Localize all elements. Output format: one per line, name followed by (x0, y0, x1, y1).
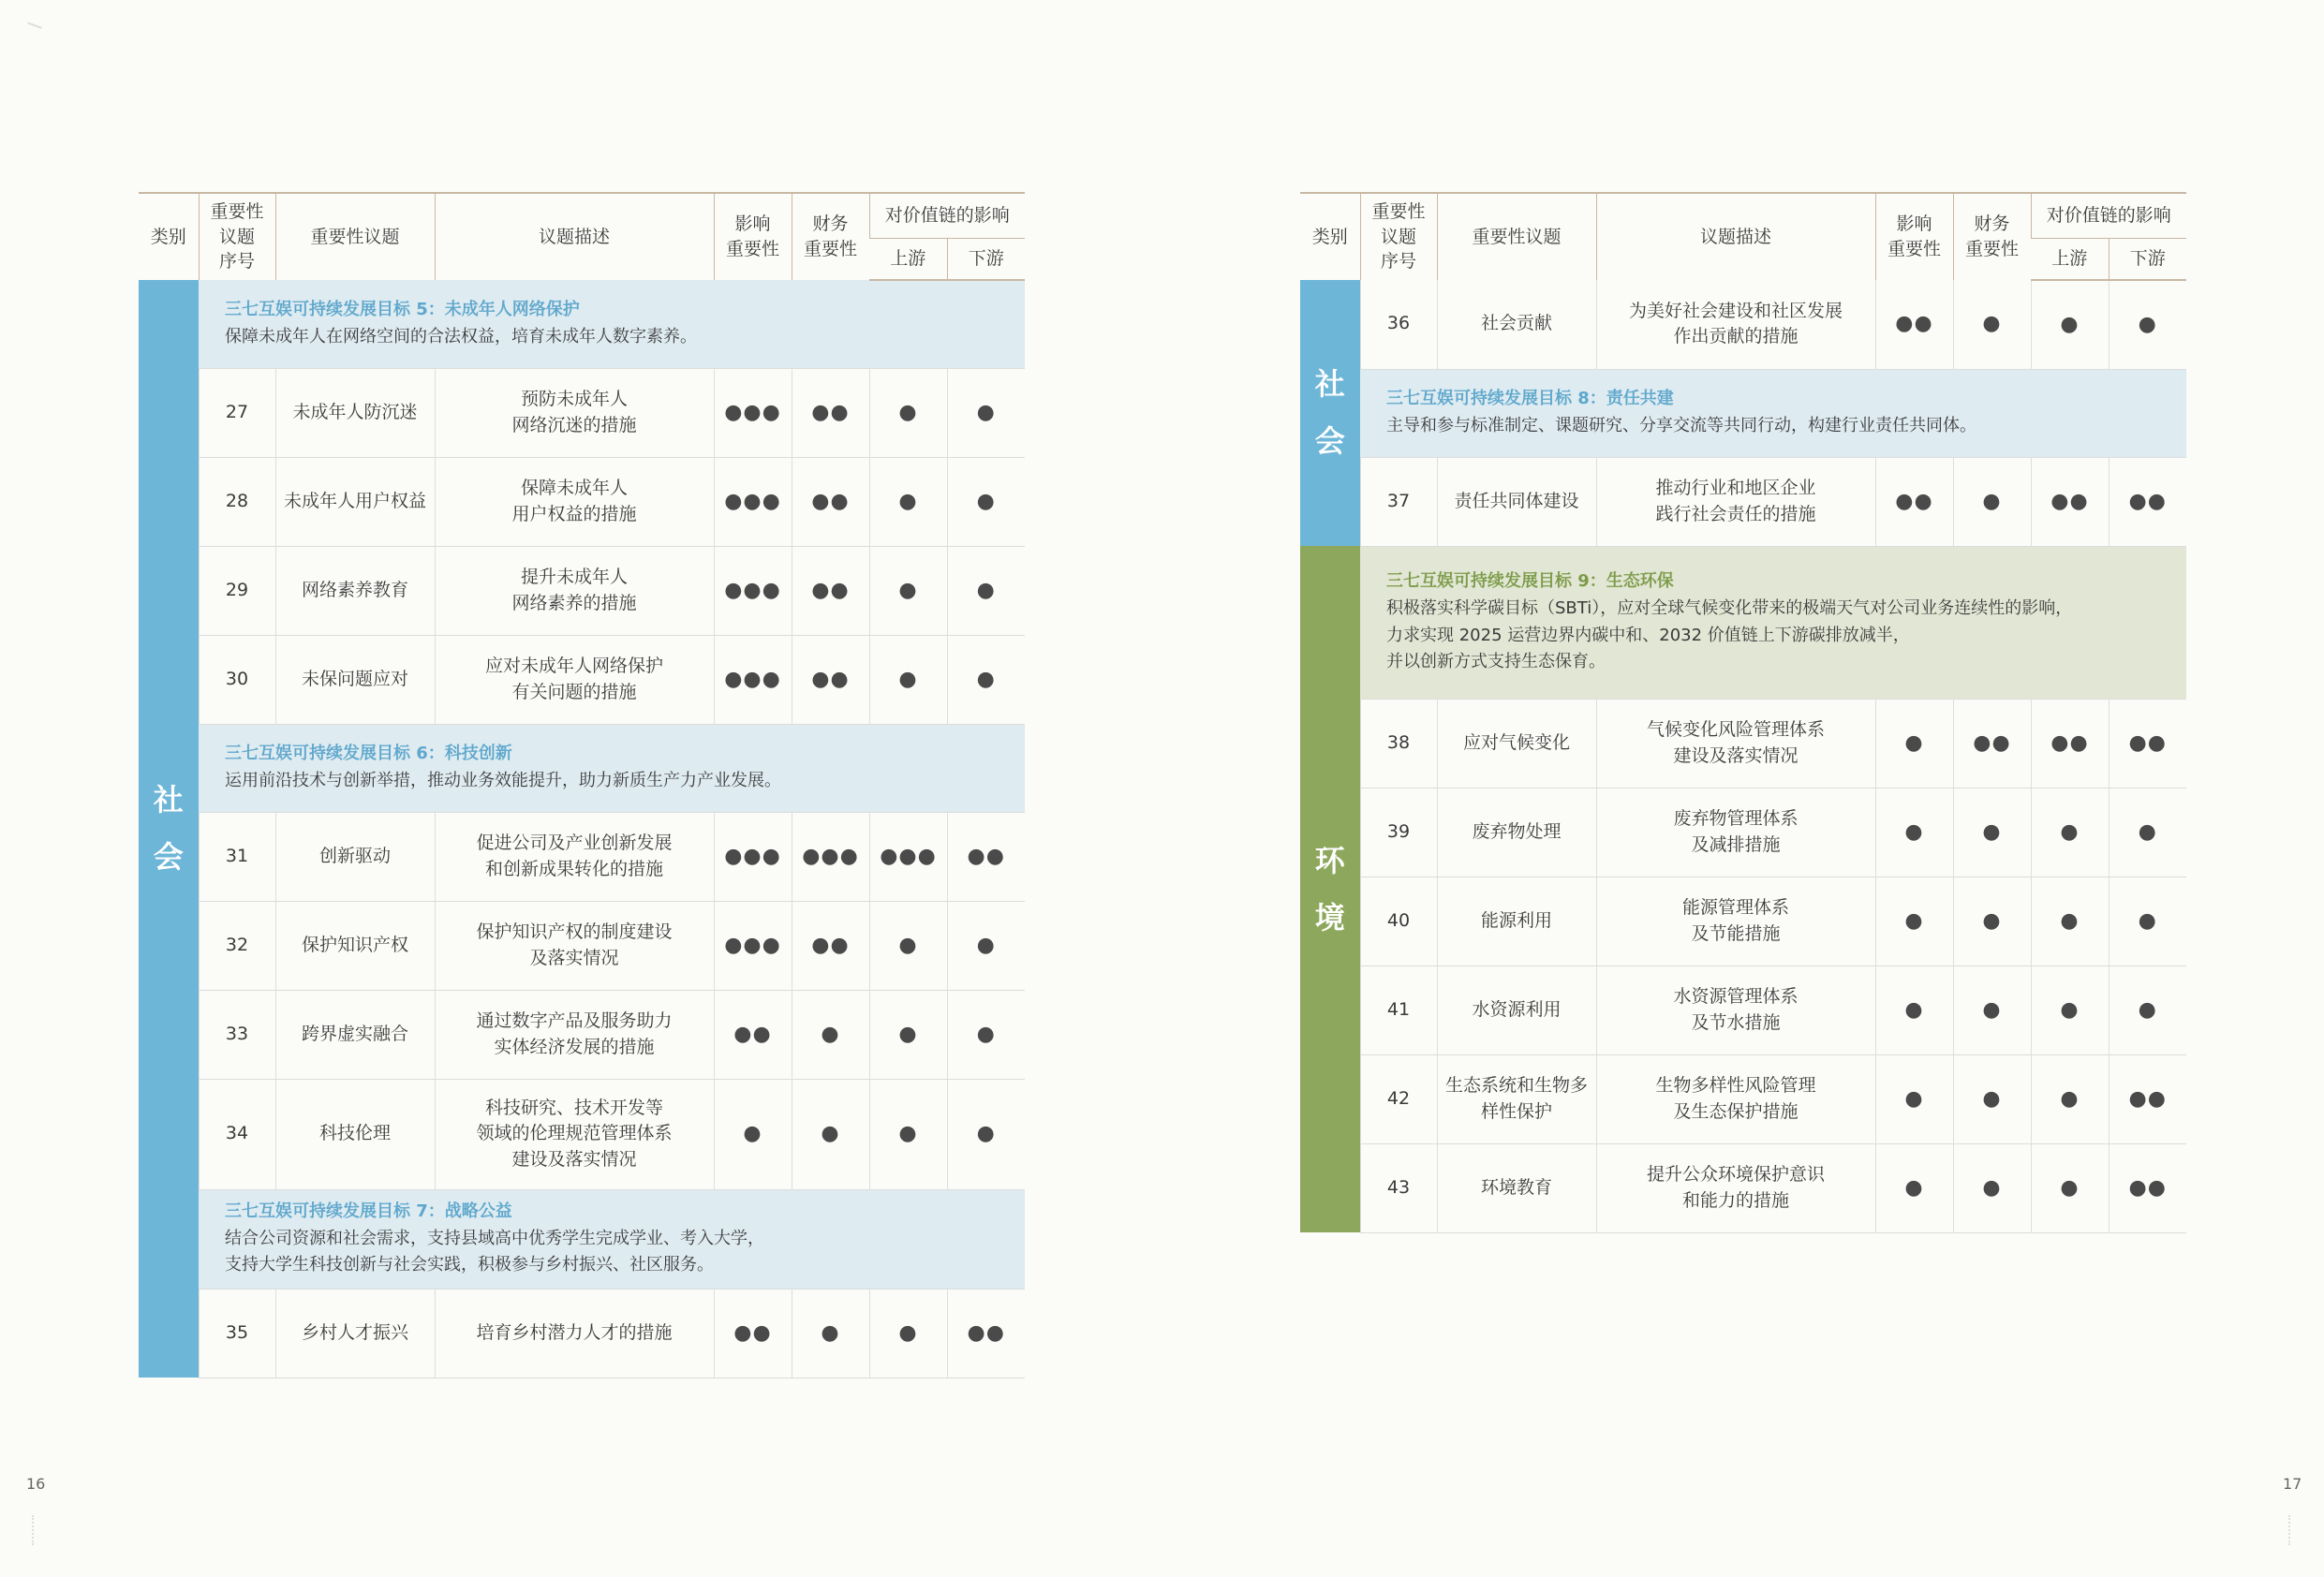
footer-mark-right (2288, 1515, 2296, 1545)
topic: 网络素养教育 (275, 546, 435, 635)
topic: 废弃物处理 (1437, 788, 1596, 877)
header-topic: 重要性议题 (1437, 193, 1596, 280)
topic: 未成年人用户权益 (275, 457, 435, 546)
table-row: 43 环境教育 提升公众环境保护意识 和能力的措施 ● ● ● ●● (1300, 1143, 2186, 1232)
goal-8-banner (1360, 369, 2186, 457)
header-downstream: 下游 (947, 238, 1025, 280)
header-category: 类别 (139, 193, 199, 280)
topic: 保护知识产权 (275, 901, 435, 990)
table-row: 37 责任共同体建设 推动行业和地区企业 践行社会责任的措施 ●● ● ●● ●● (1300, 457, 2186, 546)
table-row: 27 未成年人防沉迷 预防未成年人 网络沉迷的措施 ●●● ●● ● ● (139, 368, 1025, 457)
left-page (139, 192, 1025, 1378)
goal-desc: 并以创新方式支持生态保育。 (1386, 652, 1606, 672)
desc: 能源管理体系 及节能措施 (1596, 877, 1875, 965)
header-finance: 财务 重要性 (792, 193, 869, 280)
header-downstream: 下游 (2109, 238, 2186, 280)
topic: 应对气候变化 (1437, 699, 1596, 788)
table-row: 32 保护知识产权 保护知识产权的制度建设 及落实情况 ●●● ●● ● ● (139, 901, 1025, 990)
header-value-chain: 对价值链的影响 (2031, 193, 2186, 238)
header-value-chain: 对价值链的影响 (869, 193, 1025, 238)
header-desc: 议题描述 (1596, 193, 1875, 280)
materiality-table-left (139, 192, 1025, 1378)
topic: 跨界虚实融合 (275, 990, 435, 1079)
desc: 促进公司及产业创新发展 和创新成果转化的措施 (435, 812, 714, 901)
goal-title: 三七互娱可持续发展目标 5：未成年人网络保护 (225, 300, 580, 320)
desc: 推动行业和地区企业 践行社会责任的措施 (1596, 457, 1875, 546)
goal-7-banner (199, 1189, 1025, 1289)
desc: 保障未成年人 用户权益的措施 (435, 457, 714, 546)
table-row: 34 科技伦理 科技研究、技术开发等 领域的伦理规范管理体系 建设及落实情况 ● ● ● ● (139, 1079, 1025, 1189)
topic: 能源利用 (1437, 877, 1596, 965)
header-seq: 重要性 议题 序号 (1360, 193, 1437, 280)
page-number-right: 17 (2283, 1475, 2302, 1493)
header-topic: 重要性议题 (275, 193, 435, 280)
desc: 水资源管理体系 及节水措施 (1596, 965, 1875, 1054)
header-desc: 议题描述 (435, 193, 714, 280)
desc: 生物多样性风险管理 及生态保护措施 (1596, 1054, 1875, 1143)
table-row: 33 跨界虚实融合 通过数字产品及服务助力 实体经济发展的措施 ●● ● ● ● (139, 990, 1025, 1079)
header-impact: 影响 重要性 (1875, 193, 1953, 280)
desc: 预防未成年人 网络沉迷的措施 (435, 368, 714, 457)
goal-desc: 主导和参与标准制定、课题研究、分享交流等共同行动，构建行业责任共同体。 (1386, 416, 1976, 435)
topic: 水资源利用 (1437, 965, 1596, 1054)
goal-5-banner (199, 280, 1025, 368)
desc: 提升未成年人 网络素养的措施 (435, 546, 714, 635)
desc: 保护知识产权的制度建设 及落实情况 (435, 901, 714, 990)
category-social: 社 会 (1300, 280, 1360, 546)
topic: 乡村人才振兴 (275, 1289, 435, 1378)
table-row: 29 网络素养教育 提升未成年人 网络素养的措施 ●●● ●● ● ● (139, 546, 1025, 635)
goal-desc: 运用前沿技术与创新举措，推动业务效能提升，助力新质生产力产业发展。 (225, 771, 781, 790)
goal-desc: 保障未成年人在网络空间的合法权益，培育未成年人数字素养。 (225, 327, 697, 347)
desc: 通过数字产品及服务助力 实体经济发展的措施 (435, 990, 714, 1079)
topic: 社会贡献 (1437, 280, 1596, 369)
table-row: 社 会 36 社会贡献 为美好社会建设和社区发展 作出贡献的措施 ●● ● ● ● (1300, 280, 2186, 369)
goal-title: 三七互娱可持续发展目标 6：科技创新 (225, 744, 512, 764)
goal-title: 三七互娱可持续发展目标 7：战略公益 (225, 1201, 512, 1221)
materiality-table-right (1300, 192, 2186, 1233)
table-row: 41 水资源利用 水资源管理体系 及节水措施 ● ● ● ● (1300, 965, 2186, 1054)
table-row: 31 创新驱动 促进公司及产业创新发展 和创新成果转化的措施 ●●● ●●● ●●● ●● (139, 812, 1025, 901)
desc: 科技研究、技术开发等 领域的伦理规范管理体系 建设及落实情况 (435, 1079, 714, 1189)
category-environment: 环 境 (1300, 546, 1360, 1232)
goal-desc: 力求实现 2025 运营边界内碳中和、2032 价值链上下游碳排放减半， (1386, 625, 1910, 645)
topic: 创新驱动 (275, 812, 435, 901)
goal-desc: 支持大学生科技创新与社会实践，积极参与乡村振兴、社区服务。 (225, 1255, 714, 1275)
goal-desc: 积极落实科学碳目标（SBTi），应对全球气候变化带来的极端天气对公司业务连续性的影响， (1386, 597, 2073, 618)
topic: 环境教育 (1437, 1143, 1596, 1232)
table-row: 28 未成年人用户权益 保障未成年人 用户权益的措施 ●●● ●● ● ● (139, 457, 1025, 546)
goal-title: 三七互娱可持续发展目标 8：责任共建 (1386, 389, 1674, 409)
desc: 应对未成年人网络保护 有关问题的措施 (435, 635, 714, 724)
header-impact: 影响 重要性 (714, 193, 792, 280)
topic: 责任共同体建设 (1437, 457, 1596, 546)
page-number-left: 16 (26, 1475, 46, 1493)
table-row: 38 应对气候变化 气候变化风险管理体系 建设及落实情况 ● ●● ●● ●● (1300, 699, 2186, 788)
topic: 未成年人防沉迷 (275, 368, 435, 457)
table-row: 30 未保问题应对 应对未成年人网络保护 有关问题的措施 ●●● ●● ● ● (139, 635, 1025, 724)
goal-title: 三七互娱可持续发展目标 9：生态环保 (1386, 570, 1674, 591)
right-page (1300, 192, 2186, 1233)
topic: 生态系统和生物多 样性保护 (1437, 1054, 1596, 1143)
desc: 培育乡村潜力人才的措施 (435, 1289, 714, 1378)
header-seq: 重要性 议题 序号 (199, 193, 275, 280)
table-row: 39 废弃物处理 废弃物管理体系 及减排措施 ● ● ● ● (1300, 788, 2186, 877)
header-upstream: 上游 (2031, 238, 2109, 280)
table-row: 35 乡村人才振兴 培育乡村潜力人才的措施 ●● ● ● ●● (139, 1289, 1025, 1378)
goal-desc: 结合公司资源和社会需求，支持县域高中优秀学生完成学业、考入大学， (225, 1228, 764, 1248)
desc: 为美好社会建设和社区发展 作出贡献的措施 (1596, 280, 1875, 369)
desc: 气候变化风险管理体系 建设及落实情况 (1596, 699, 1875, 788)
header-category: 类别 (1300, 193, 1360, 280)
header-finance: 财务 重要性 (1953, 193, 2031, 280)
table-row: 40 能源利用 能源管理体系 及节能措施 ● ● ● ● (1300, 877, 2186, 965)
topic: 未保问题应对 (275, 635, 435, 724)
topic: 科技伦理 (275, 1079, 435, 1189)
table-row: 42 生态系统和生物多 样性保护 生物多样性风险管理 及生态保护措施 ● ● ● ●● (1300, 1054, 2186, 1143)
header-upstream: 上游 (869, 238, 947, 280)
footer-mark-left (32, 1515, 39, 1545)
goal-9-banner (1360, 546, 2186, 699)
category-social: 社 会 (139, 280, 199, 1378)
desc: 废弃物管理体系 及减排措施 (1596, 788, 1875, 877)
goal-6-banner (199, 724, 1025, 812)
desc: 提升公众环境保护意识 和能力的措施 (1596, 1143, 1875, 1232)
corner-mark (25, 22, 42, 35)
